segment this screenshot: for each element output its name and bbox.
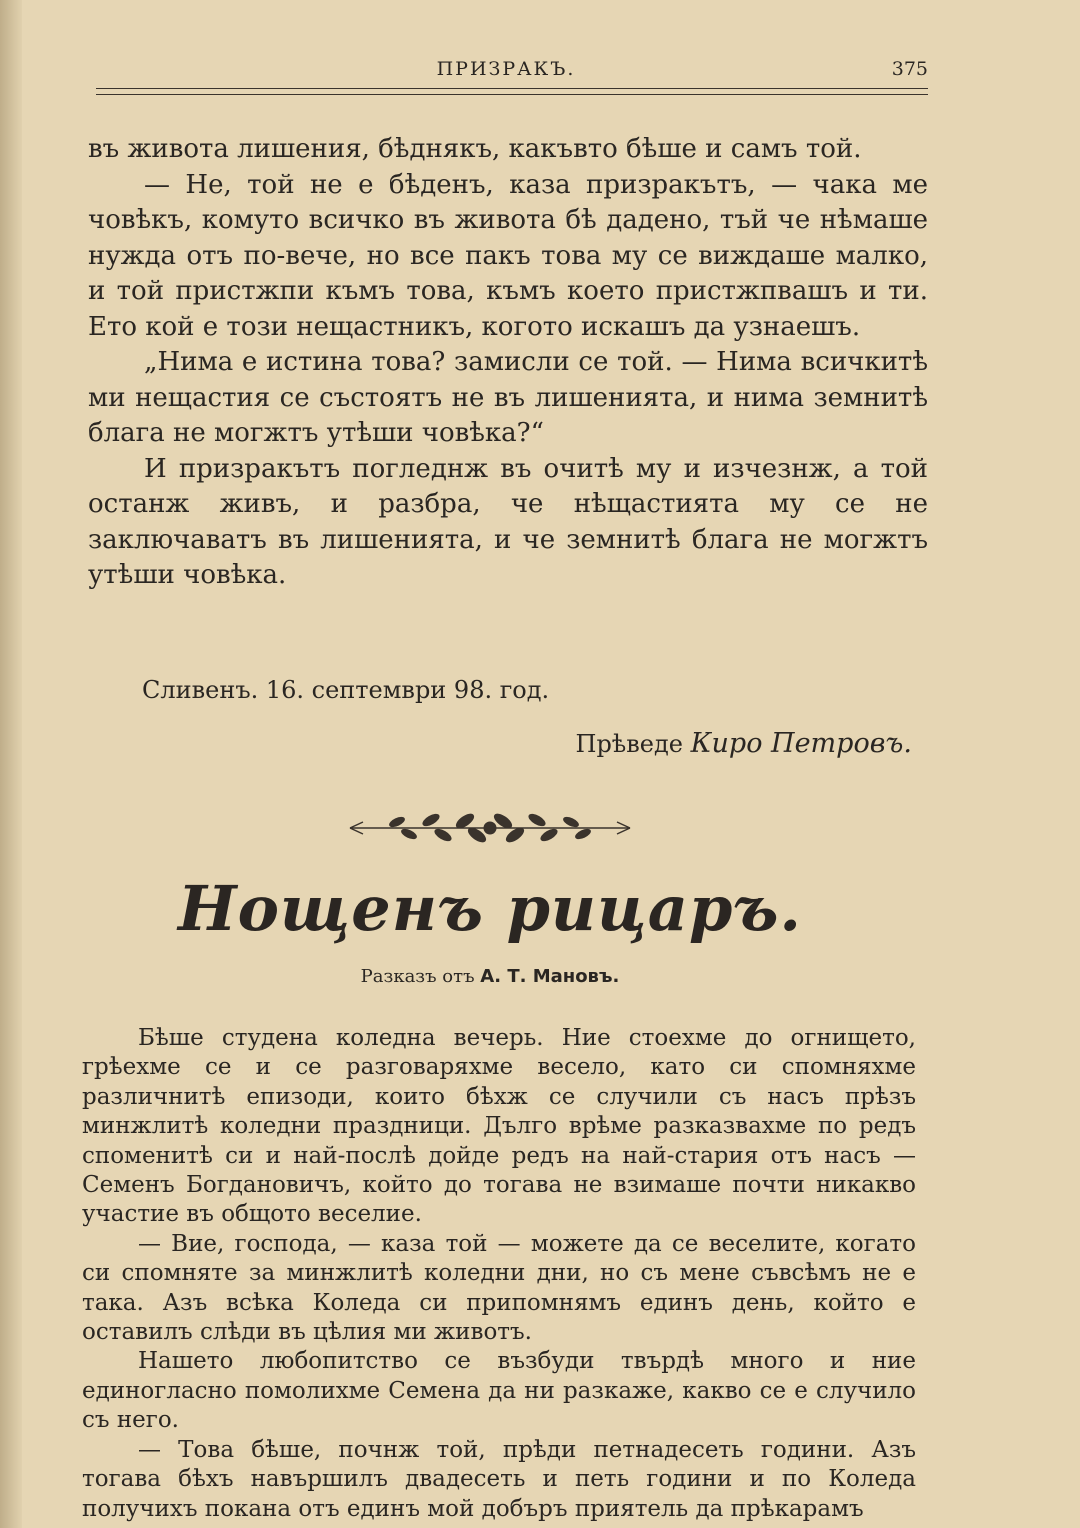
author-name: А. Т. Мановъ. — [480, 966, 620, 987]
byline — [200, 966, 780, 987]
running-header — [96, 56, 928, 100]
page-number: 375 — [891, 58, 928, 80]
floral-ornament-icon — [345, 808, 635, 848]
byline-prefix: Разказъ отъ — [360, 966, 475, 987]
paragraph: Бѣше студена коледна вечерь. Ние стоехме до огнището, грѣехме се и се разговаряхме весело, като си спомняхме различнитѣ епизоди, които бѣхж се случили съ насъ прѣзъ минжлитѣ коледни праздници. Дълго врѣме разказвахме по редъ споменитѣ си и най-послѣ дойде редъ на най-стария отъ насъ — Семенъ Богдановичъ, който до тогава не взимаше почти никакво участие въ общото веселие. — [82, 1025, 916, 1228]
page-edge-shadow — [0, 0, 22, 1528]
paragraph: „Нима е истина това? замисли се той. — Нима всичкитѣ ми нещастия се състоятъ не въ лишенията, и нима земнитѣ блага не могжтъ утѣши човѣка?“ — [88, 347, 928, 448]
header-double-rule — [96, 88, 928, 95]
story-ending-text — [88, 132, 928, 594]
running-title: ПРИЗРАКЪ. — [436, 58, 576, 80]
translator-prefix: Прѣведе — [575, 730, 683, 758]
story-title: Нощенъ рицаръ. — [178, 872, 802, 945]
story-body-text — [82, 1024, 916, 1524]
translator-name: Киро Петровъ. — [690, 728, 912, 759]
paragraph: — Не, той не е бѣденъ, каза призракътъ, — чака ме човѣкъ, комуто всичко въ живота бѣ дадено, тъй че нѣмаше нужда отъ по-вече, но все пакъ това му се виждаше малко, и той пристжпи къмъ това, къмъ което пристжпвашъ и ти. Ето кой е този нещастникъ, когото искашъ да узнаешъ. — [88, 169, 928, 342]
translator-credit — [576, 728, 912, 759]
paragraph: — Вие, господа, — каза той — можете да се веселите, когато си спомняте за минжлитѣ коледни дни, но съ мене съвсѣмъ не е така. Азъ всѣка Коледа си припомнямъ единъ день, който е оставилъ слѣди въ цѣлия ми животъ. — [82, 1230, 916, 1346]
paragraph: — Това бѣше, почнж той, прѣди петнадесеть години. Азъ тогава бѣхъ навършилъ двадесеть и петь години и по Коледа получихъ покана отъ единъ мой добъръ приятель да прѣкарамъ — [82, 1436, 916, 1522]
place-date: Сливенъ. 16. септември 98. год. — [142, 676, 550, 704]
paragraph: Нашето любопитство се възбуди твърдѣ много и ние единогласно помолихме Семена да ни разкаже, какво се е случило съ него. — [82, 1348, 916, 1434]
paragraph: И призракътъ погледнж въ очитѣ му и изчезнж, а той останж живъ, и разбра, че нѣщастията му се не заключаватъ въ лишенията, и че земнитѣ блага не могжтъ утѣши човѣка. — [88, 453, 928, 590]
paragraph: въ живота лишения, бѣднякъ, какъвто бѣше и самъ той. — [88, 134, 862, 164]
